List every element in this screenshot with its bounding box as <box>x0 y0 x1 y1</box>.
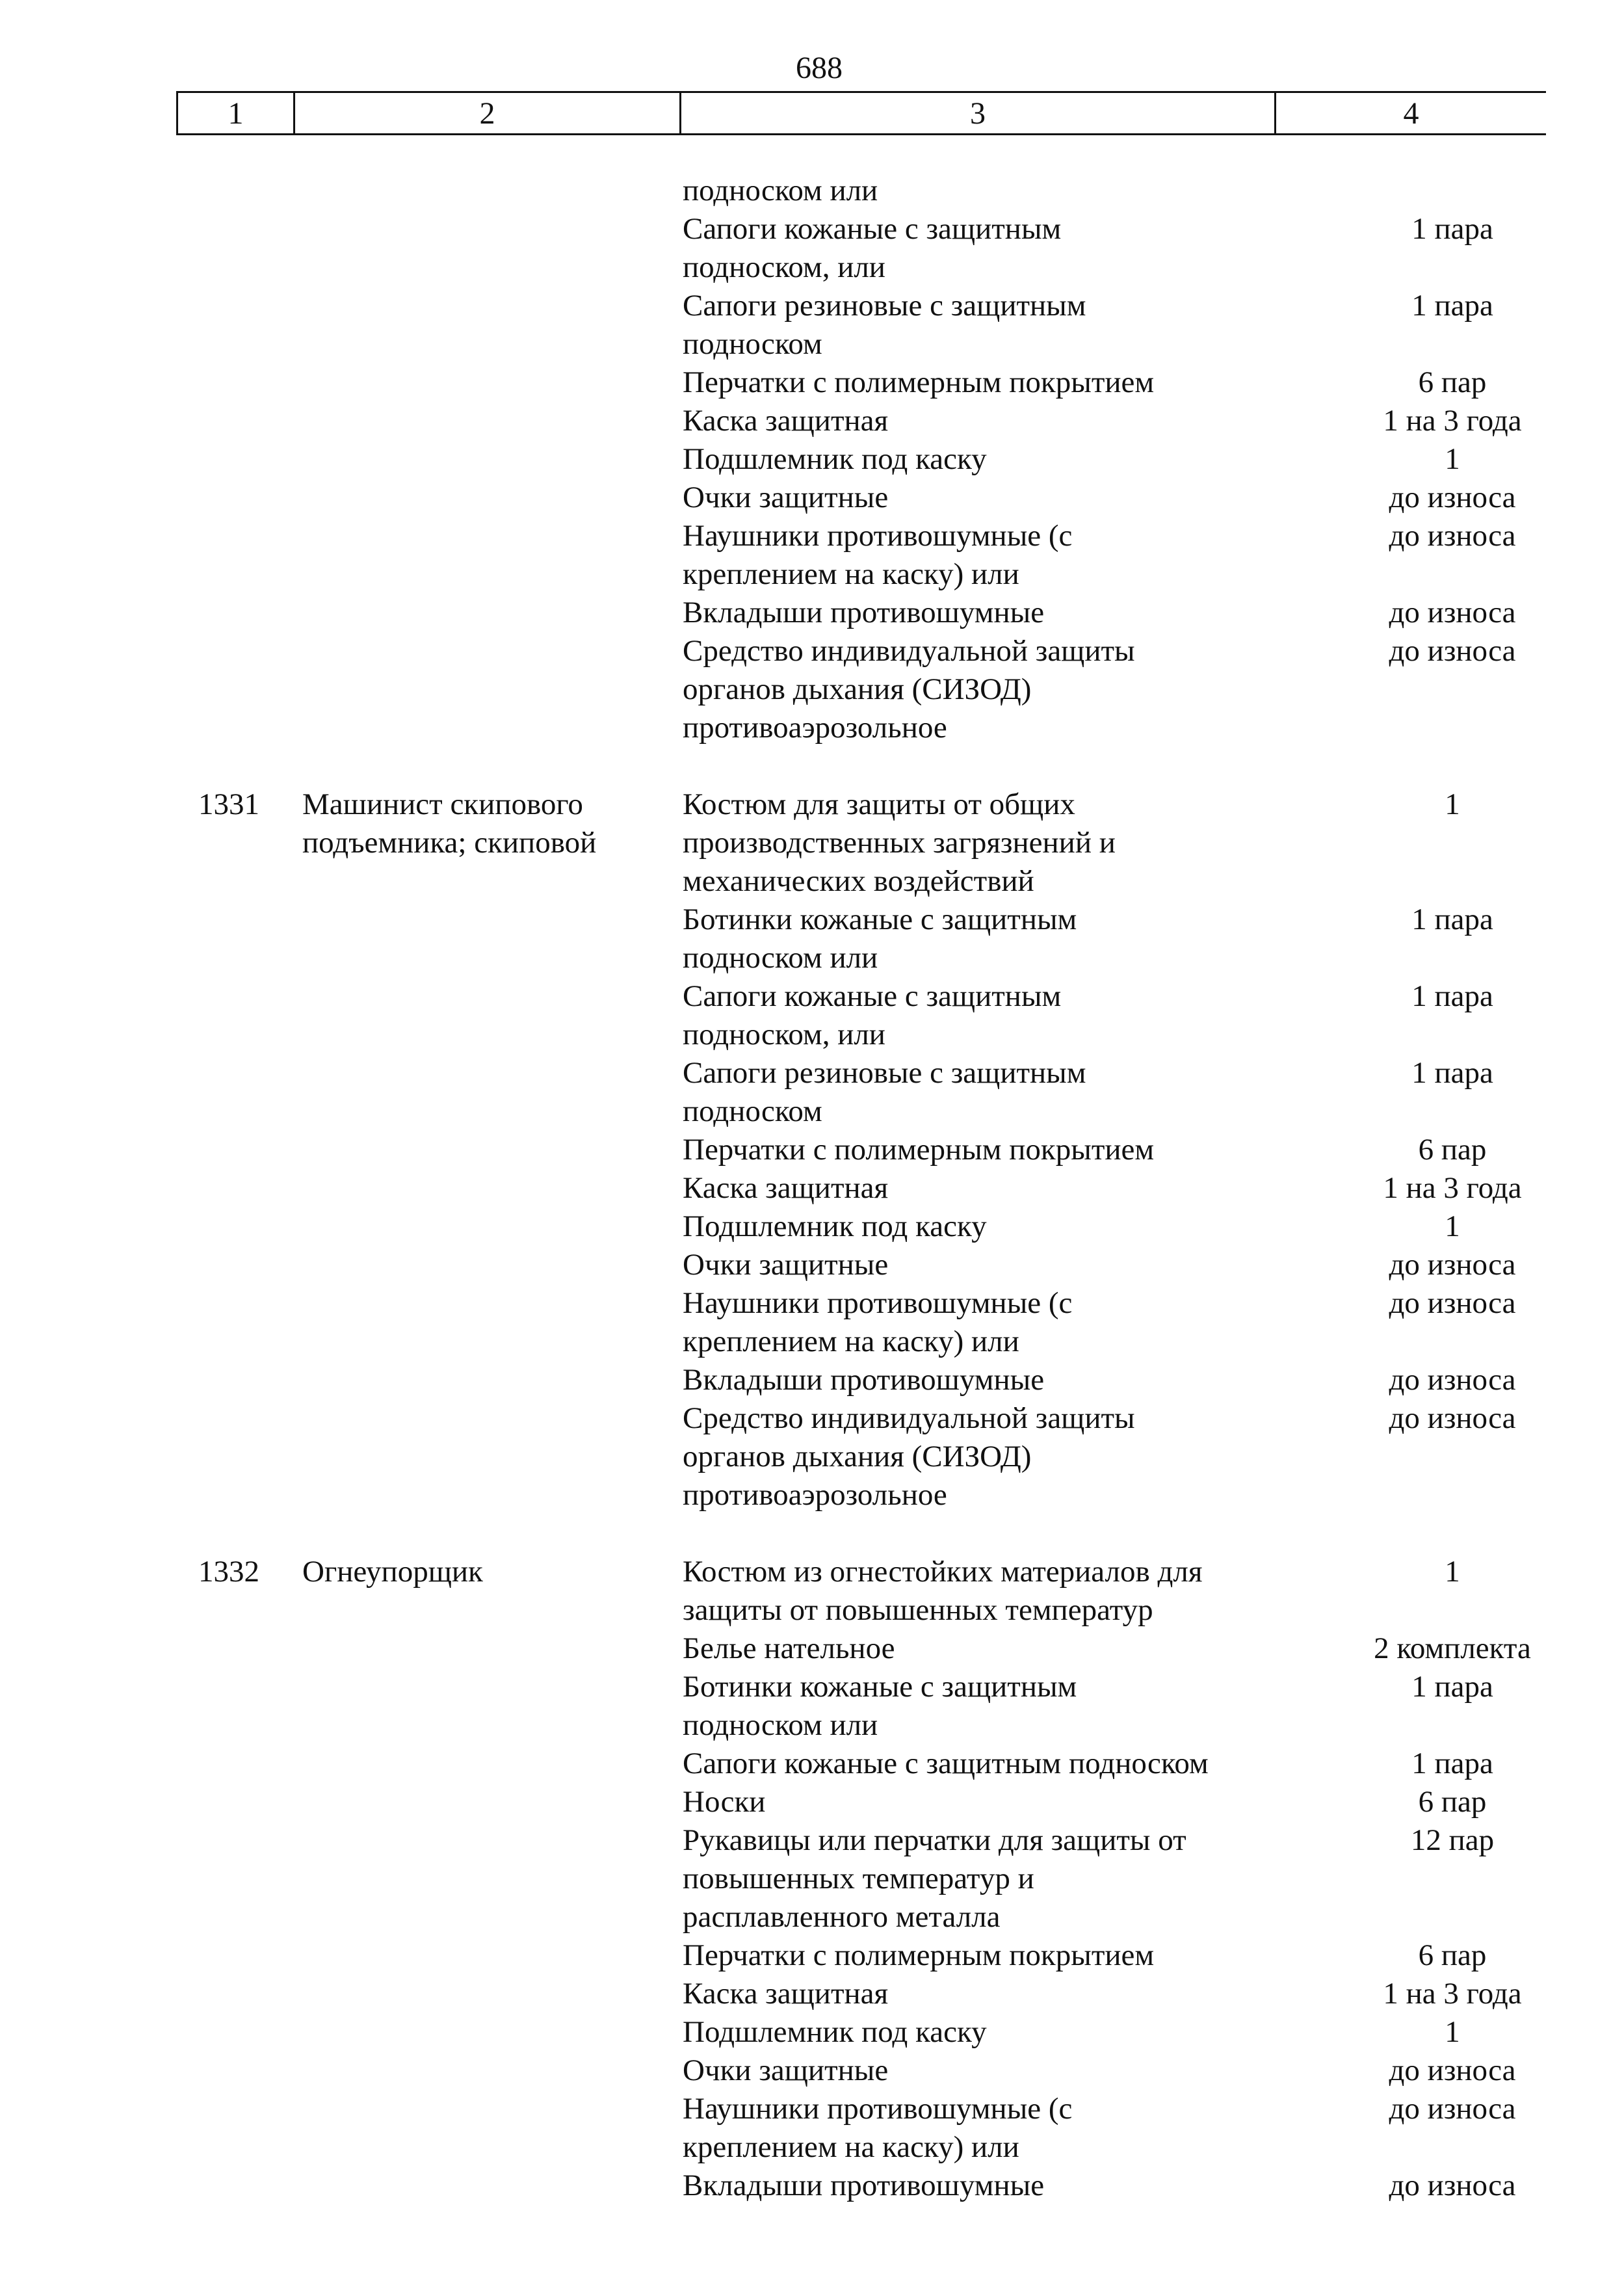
row-number <box>0 1054 289 1131</box>
protective-item: Костюм для защиты от общих производственных загрязнений и механических воздействий <box>683 787 1116 898</box>
protective-item: Средство индивидуальной защиты органов дыхания (СИЗОД) противоаэрозольное <box>683 1401 1135 1512</box>
job-title <box>289 1207 683 1246</box>
row-number <box>0 1745 289 1783</box>
table-row <box>0 977 1624 1054</box>
job-title <box>289 1745 683 1783</box>
item-quantity: 6 пар <box>1418 1785 1487 1819</box>
row-number <box>0 287 289 363</box>
protective-item: Перчатки с полимерным покрытием <box>683 365 1155 399</box>
protective-item: Каска защитная <box>683 404 889 438</box>
row-number: 1332 <box>198 1555 259 1589</box>
job-title <box>289 517 683 594</box>
table-row <box>0 1361 1624 1399</box>
table-row <box>0 2052 1624 2090</box>
item-quantity: 1 <box>1445 787 1460 821</box>
table-row <box>0 1054 1624 1131</box>
job-title <box>289 363 683 402</box>
protective-item: Очки защитные <box>683 1248 889 1282</box>
protective-item: подноском или <box>683 174 878 207</box>
job-title <box>289 632 683 747</box>
item-quantity: 1 <box>1445 2015 1460 2049</box>
table-row <box>0 1207 1624 1246</box>
job-title <box>289 479 683 517</box>
job-title <box>289 1975 683 2013</box>
table-group <box>0 1553 1624 2205</box>
table-row <box>0 1131 1624 1169</box>
protective-item: Каска защитная <box>683 1977 889 2011</box>
job-title <box>289 1630 683 1668</box>
item-quantity: 1 <box>1445 1209 1460 1243</box>
protective-item: Очки защитные <box>683 2053 889 2087</box>
protective-item: Сапоги кожаные с защитным подноском, или <box>683 212 1062 284</box>
job-title <box>289 1399 683 1514</box>
protective-item: Носки <box>683 1785 766 1819</box>
item-quantity: до износа <box>1389 1363 1516 1397</box>
job-title <box>289 1821 683 1936</box>
row-number <box>0 2167 289 2205</box>
job-title <box>289 1169 683 1207</box>
row-number <box>0 1821 289 1936</box>
item-quantity: 1 пара <box>1411 212 1493 246</box>
protective-item: Перчатки с полимерным покрытием <box>683 1133 1155 1167</box>
protective-item: Средство индивидуальной защиты органов дыхания (СИЗОД) противоаэрозольное <box>683 634 1135 745</box>
job-title <box>289 172 683 210</box>
item-quantity: 1 пара <box>1411 903 1493 936</box>
table-group <box>0 785 1624 1514</box>
job-title <box>289 287 683 363</box>
table-row <box>0 363 1624 402</box>
item-quantity: до износа <box>1389 481 1516 514</box>
row-number <box>0 1207 289 1246</box>
row-number <box>0 440 289 479</box>
protective-item: Вкладыши противошумные <box>683 596 1045 629</box>
row-number <box>0 517 289 594</box>
item-quantity: 1 на 3 года <box>1383 1171 1522 1205</box>
item-quantity: 1 на 3 года <box>1383 404 1522 438</box>
job-title <box>289 901 683 977</box>
row-number <box>0 1169 289 1207</box>
item-quantity: до износа <box>1389 1286 1516 1320</box>
table-row <box>0 901 1624 977</box>
job-title <box>289 440 683 479</box>
protective-item: Очки защитные <box>683 481 889 514</box>
row-number <box>0 1284 289 1361</box>
item-quantity: до износа <box>1389 2053 1516 2087</box>
row-number <box>0 1246 289 1284</box>
item-quantity: до износа <box>1389 2169 1516 2202</box>
protective-item: Сапоги резиновые с защитным подноском <box>683 1056 1086 1128</box>
protective-item: Сапоги кожаные с защитным подноском <box>683 1747 1209 1780</box>
row-number <box>0 632 289 747</box>
item-quantity: 2 комплекта <box>1374 1631 1531 1665</box>
table-row <box>0 1246 1624 1284</box>
item-quantity: 1 на 3 года <box>1383 1977 1522 2011</box>
row-number <box>0 1975 289 2013</box>
item-quantity: 1 пара <box>1411 979 1493 1013</box>
job-title <box>289 1054 683 1131</box>
table-group <box>0 172 1624 747</box>
table-row <box>0 1936 1624 1975</box>
job-title <box>289 2167 683 2205</box>
table-row <box>0 1668 1624 1745</box>
job-title <box>289 2013 683 2052</box>
item-quantity <box>1329 172 1575 210</box>
row-number <box>0 594 289 632</box>
table-row <box>0 1783 1624 1821</box>
table-row <box>0 785 1624 901</box>
protective-item: Наушники противошумные (с креплением на каску) или <box>683 2092 1073 2164</box>
table-row <box>0 1284 1624 1361</box>
row-number <box>0 1936 289 1975</box>
item-quantity: 12 пар <box>1410 1823 1495 1857</box>
protective-item: Белье нательное <box>683 1631 895 1665</box>
protective-item: Подшлемник под каску <box>683 442 987 476</box>
table-row <box>0 2167 1624 2205</box>
table-body <box>0 172 1624 2205</box>
row-number <box>0 1131 289 1169</box>
protective-item: Костюм из огнестойких материалов для защиты от повышенных температур <box>683 1555 1203 1627</box>
table-row <box>0 1399 1624 1514</box>
row-number <box>0 363 289 402</box>
table-row <box>0 402 1624 440</box>
item-quantity: 6 пар <box>1418 1133 1487 1167</box>
item-quantity: до износа <box>1389 519 1516 553</box>
job-title <box>289 1361 683 1399</box>
table-row <box>0 632 1624 747</box>
job-title <box>289 1668 683 1745</box>
item-quantity: 1 <box>1445 442 1460 476</box>
table-row <box>0 2013 1624 2052</box>
row-number <box>0 1630 289 1668</box>
header-col-1: 1 <box>176 93 293 133</box>
row-number <box>0 2090 289 2167</box>
item-quantity: 6 пар <box>1418 365 1487 399</box>
item-quantity: 1 пара <box>1411 1056 1493 1090</box>
table-row <box>0 1630 1624 1668</box>
table-row <box>0 1169 1624 1207</box>
row-number <box>0 479 289 517</box>
item-quantity: до износа <box>1389 596 1516 629</box>
row-number <box>0 1361 289 1399</box>
job-title <box>289 2090 683 2167</box>
table-row <box>0 210 1624 287</box>
job-title <box>289 977 683 1054</box>
table-row <box>0 479 1624 517</box>
row-number <box>0 1399 289 1514</box>
item-quantity: до износа <box>1389 1248 1516 1282</box>
table-row <box>0 172 1624 210</box>
table-row <box>0 1821 1624 1936</box>
table-row <box>0 1553 1624 1630</box>
row-number <box>0 402 289 440</box>
job-title <box>289 1936 683 1975</box>
page-number: 688 <box>796 51 843 85</box>
item-quantity: 6 пар <box>1418 1938 1487 1972</box>
item-quantity: до износа <box>1389 634 1516 668</box>
job-title <box>289 1131 683 1169</box>
protective-item: Вкладыши противошумные <box>683 1363 1045 1397</box>
job-title: Огнеупорщик <box>302 1555 483 1589</box>
protective-item: Сапоги кожаные с защитным подноском, или <box>683 979 1062 1051</box>
row-number <box>0 2052 289 2090</box>
job-title <box>289 2052 683 2090</box>
item-quantity: 1 <box>1445 1555 1460 1589</box>
item-quantity: 1 пара <box>1411 1747 1493 1780</box>
header-col-4: 4 <box>1274 93 1546 133</box>
table-row <box>0 594 1624 632</box>
row-number <box>0 1668 289 1745</box>
protective-item: Рукавицы или перчатки для защиты от повышенных температур и расплавленного металла <box>683 1823 1186 1934</box>
protective-item: Наушники противошумные (с креплением на каску) или <box>683 519 1073 591</box>
protective-item: Ботинки кожаные с защитным подноском или <box>683 903 1077 975</box>
protective-item: Вкладыши противошумные <box>683 2169 1045 2202</box>
protective-item: Наушники противошумные (с креплением на каску) или <box>683 1286 1073 1358</box>
table-header <box>176 91 1546 135</box>
row-number <box>0 1783 289 1821</box>
row-number <box>0 977 289 1054</box>
table-row <box>0 1745 1624 1783</box>
row-number: 1331 <box>198 787 259 821</box>
protective-item: Перчатки с полимерным покрытием <box>683 1938 1155 1972</box>
item-quantity: до износа <box>1389 2092 1516 2126</box>
protective-item: Подшлемник под каску <box>683 2015 987 2049</box>
protective-item: Каска защитная <box>683 1171 889 1205</box>
header-col-3: 3 <box>679 93 1274 133</box>
job-title <box>289 1783 683 1821</box>
job-title: Машинист скипового подъемника; скиповой <box>302 787 597 860</box>
job-title <box>289 402 683 440</box>
item-quantity: 1 пара <box>1411 289 1493 323</box>
header-col-2: 2 <box>293 93 679 133</box>
item-quantity: до износа <box>1389 1401 1516 1435</box>
protective-item: Сапоги резиновые с защитным подноском <box>683 289 1086 361</box>
row-number <box>0 2013 289 2052</box>
job-title <box>289 1284 683 1361</box>
protective-item: Ботинки кожаные с защитным подноском или <box>683 1670 1077 1742</box>
job-title <box>289 210 683 287</box>
table-row <box>0 440 1624 479</box>
table-row <box>0 517 1624 594</box>
table-row <box>0 1975 1624 2013</box>
job-title <box>289 1246 683 1284</box>
job-title <box>289 594 683 632</box>
protective-item: Подшлемник под каску <box>683 1209 987 1243</box>
row-number <box>0 172 289 210</box>
row-number <box>0 210 289 287</box>
table-row <box>0 2090 1624 2167</box>
row-number <box>0 901 289 977</box>
table-row <box>0 287 1624 363</box>
item-quantity: 1 пара <box>1411 1670 1493 1704</box>
